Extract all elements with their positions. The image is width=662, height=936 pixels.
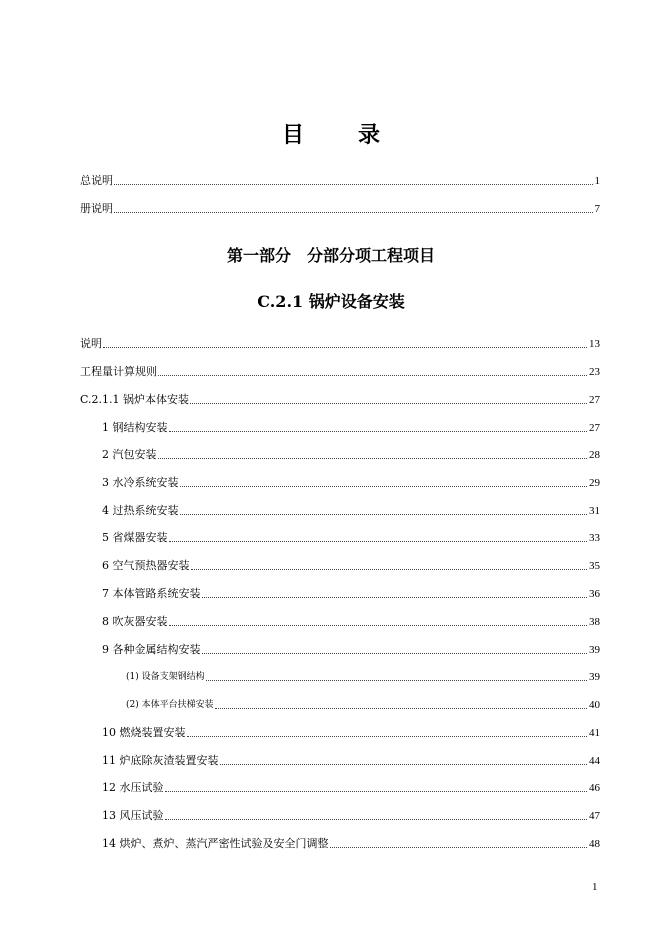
toc-entry-label: 5 省煤器安装 [102,531,168,544]
toc-entry[interactable] [102,475,600,491]
toc-entry-page: 7 [594,203,600,215]
toc-entry-label: 说明 [80,337,102,350]
dot-leader [206,679,587,681]
dot-leader [191,568,588,570]
dot-leader [202,596,588,598]
dot-leader [158,374,587,376]
toc-entry[interactable] [80,364,600,380]
toc-entry-page: 28 [589,449,600,461]
dot-leader [158,457,588,459]
toc-entry-page: 46 [589,782,600,794]
toc-title-char-2: 录 [358,122,381,148]
toc-entry-page: 41 [589,727,600,739]
dot-leader [169,624,588,626]
toc-entry-label: 6 空气预热器安装 [102,559,190,572]
toc-entry[interactable] [102,447,600,463]
dot-leader [187,735,588,737]
dot-leader [165,818,588,820]
part-heading: 第一部分 分部分项工程项目 [226,246,435,265]
toc-entry[interactable] [102,836,600,852]
toc-entry-page: 27 [589,394,600,406]
toc-entry[interactable] [102,558,600,574]
dot-leader [169,540,588,542]
toc-entry-page: 44 [589,755,600,767]
toc-entry-label: (2) 本体平台扶梯安装 [126,700,214,710]
dot-leader [169,430,588,432]
toc-entry-label: 2 汽包安装 [102,448,157,461]
toc-entry[interactable] [102,503,600,519]
toc-entry-label: 总说明 [80,174,113,187]
toc-entry-label: 14 烘炉、煮炉、蒸汽严密性试验及安全门调整 [102,837,329,850]
page-number: 1 [592,881,598,893]
toc-entry[interactable] [102,725,600,741]
toc-entry-page: 27 [589,422,600,434]
toc-entry-label: 12 水压试验 [102,781,164,794]
dot-leader [103,346,587,348]
toc-entry[interactable] [80,336,600,352]
toc-entry[interactable] [102,530,600,546]
dot-leader [114,211,593,213]
dot-leader [190,402,587,404]
toc-entry-page: 47 [589,810,600,822]
toc-entry-label: 9 各种金属结构安装 [102,643,201,656]
dot-leader [220,763,588,765]
toc-entry-page: 36 [589,588,600,600]
toc-entry-label: 10 燃烧装置安装 [102,726,186,739]
dot-leader [114,183,593,185]
toc-title-char-1: 目 [281,122,304,148]
toc-entry-page: 39 [589,671,600,683]
toc-entry-page: 1 [594,175,600,187]
toc-entry-label: 13 风压试验 [102,809,164,822]
toc-entry-label: 工程量计算规则 [80,365,157,378]
toc-entry-page: 39 [589,644,600,656]
toc-entry[interactable] [102,614,600,630]
section-heading: C.2.1 锅炉设备安装 [257,292,405,311]
toc-entry[interactable] [102,808,600,824]
toc-entry[interactable] [102,753,600,769]
toc-entry-page: 48 [589,838,600,850]
toc-entry-page: 40 [589,699,600,711]
toc-entry[interactable] [80,392,600,408]
dot-leader [202,652,588,654]
dot-leader [180,485,588,487]
dot-leader [215,707,587,709]
toc-entry-page: 13 [589,338,600,350]
toc-entry[interactable] [102,780,600,796]
toc-entry-page: 33 [589,532,600,544]
toc-entry-label: 1 钢结构安装 [102,421,168,434]
toc-entry[interactable] [102,642,600,658]
toc-entry-page: 31 [589,505,600,517]
toc-entry-label: (1) 设备支架钢结构 [126,672,205,682]
toc-entry-page: 29 [589,477,600,489]
toc-entry-label: 8 吹灰器安装 [102,615,168,628]
toc-entry-label: 册说明 [80,202,113,215]
dot-leader [180,513,588,515]
toc-entry[interactable] [126,697,600,713]
toc-entry[interactable] [102,586,600,602]
dot-leader [330,846,588,848]
toc-entry[interactable] [102,420,600,436]
toc-entry-label: 11 炉底除灰渣装置安装 [102,754,219,767]
toc-entry-page: 23 [589,366,600,378]
toc-entry[interactable] [126,669,600,685]
toc-entry-page: 38 [589,616,600,628]
toc-entry-label: 7 本体管路系统安装 [102,587,201,600]
dot-leader [165,790,588,792]
toc-entry-label: C.2.1.1 锅炉本体安装 [80,393,190,406]
toc-title [0,118,662,149]
toc-entry-volume-notes[interactable] [80,201,600,217]
toc-entry-label: 3 水冷系统安装 [102,476,179,489]
toc-entry-page: 35 [589,560,600,572]
toc-entry-label: 4 过热系统安装 [102,504,179,517]
toc-entry-general-notes[interactable] [80,173,600,189]
